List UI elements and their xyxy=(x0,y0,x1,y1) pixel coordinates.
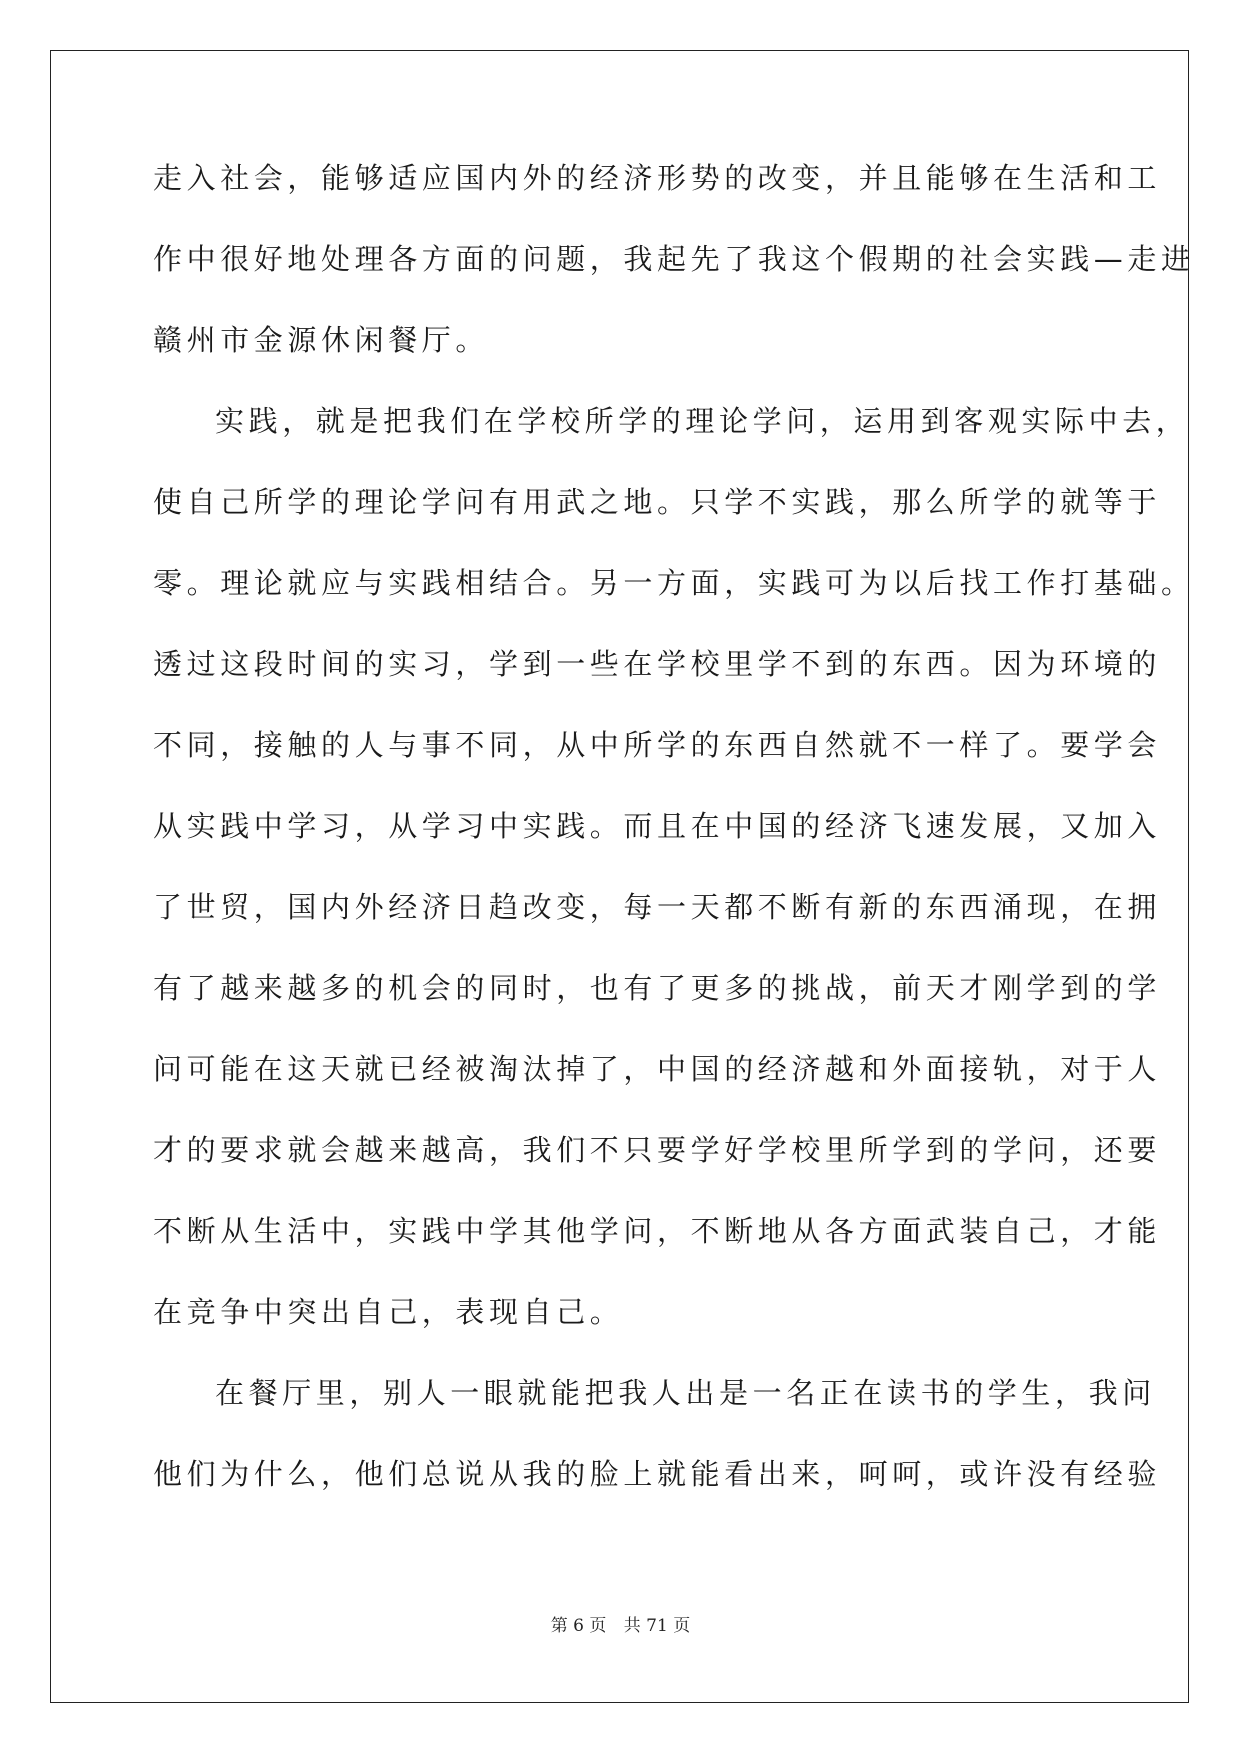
page-number: 第 6 页 xyxy=(550,1616,607,1636)
text-line: 他们为什么，他们总说从我的脸上就能看出来，呵呵，或许没有经验 xyxy=(153,1457,1162,1491)
paragraph-start-line: 在餐厅里，别人一眼就能把我人出是一名正在读书的学生，我问 xyxy=(215,1376,1156,1410)
text-line: 在竞争中突出自己，表现自己。 xyxy=(153,1295,624,1329)
text-line: 赣州市金源休闲餐厅。 xyxy=(153,323,490,357)
text-line: 透过这段时间的实习，学到一些在学校里学不到的东西。因为环境的 xyxy=(153,647,1162,681)
text-line: 不断从生活中，实践中学其他学问，不断地从各方面武装自己，才能 xyxy=(153,1214,1162,1248)
text-line: 问可能在这天就已经被淘汰掉了，中国的经济越和外面接轨，对于人 xyxy=(153,1052,1162,1086)
text-line: 零。理论就应与实践相结合。另一方面，实践可为以后找工作打基础。 xyxy=(153,566,1195,600)
text-line: 不同，接触的人与事不同，从中所学的东西自然就不一样了。要学会 xyxy=(153,728,1162,762)
text-line: 从实践中学习，从学习中实践。而且在中国的经济飞速发展，又加入 xyxy=(153,809,1162,843)
total-pages: 共 71 页 xyxy=(623,1616,691,1636)
text-line: 作中很好地处理各方面的问题，我起先了我这个假期的社会实践—走进 xyxy=(153,242,1195,276)
text-line: 有了越来越多的机会的同时，也有了更多的挑战，前天才刚学到的学 xyxy=(153,971,1162,1005)
text-line: 了世贸，国内外经济日趋改变，每一天都不断有新的东西涌现，在拥 xyxy=(153,890,1162,924)
text-line: 走入社会，能够适应国内外的经济形势的改变，并且能够在生活和工 xyxy=(153,161,1162,195)
text-line: 使自己所学的理论学问有用武之地。只学不实践，那么所学的就等于 xyxy=(153,485,1162,519)
page-footer xyxy=(0,1611,1241,1636)
text-line: 才的要求就会越来越高，我们不只要学好学校里所学到的学问，还要 xyxy=(153,1133,1162,1167)
paragraph-start-line: 实践，就是把我们在学校所学的理论学问，运用到客观实际中去， xyxy=(215,404,1190,438)
document-body xyxy=(153,161,1195,1540)
